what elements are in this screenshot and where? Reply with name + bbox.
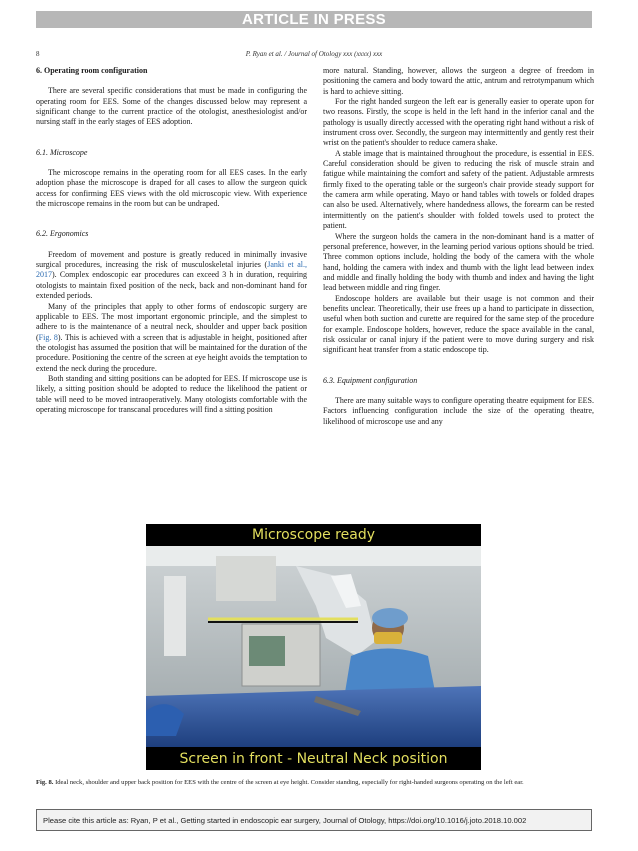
figure-caption: [36, 778, 602, 787]
ergonomics-paragraph-1: Freedom of movement and posture is greatly reduced in minimally invasive surgical procedures, increasing the risk of musculoskeletal injuries (Janki et al., 2017). Complex endoscopic ear procedures can exceed 3 h in duration, requiring otologists to maintain fixed position of the neck, back and non-dominant hand for extended periods.: [36, 249, 307, 301]
figure-caption-text: Ideal neck, shoulder and upper back position for EES with the centre of the screen at eye height. Consider standing, especially for right-handed surgeons operating on the left ear.: [55, 779, 524, 786]
ergonomics-paragraph-2: Many of the principles that apply to other forms of endoscopic surgery are applicable to EES. The most important ergonomic principle, and the simplest to adhere to is the maintenance of a neutral neck, shoulder and upper back position (Fig. 8). This is achieved with a screen that is adjustable in height, positioned after the otologist has assumed the position that will be maintained for the duration of the procedure. Positioning the centre of the screen at eye height avoids the temptation to extend the neck during the procedure.: [36, 301, 307, 373]
cart-panel: [249, 636, 285, 666]
right-column: [323, 66, 594, 427]
section-title: 6. Operating room configuration: [36, 66, 148, 75]
figure-caption-label: Fig. 8.: [36, 779, 54, 786]
citation-link-janki[interactable]: Janki et al., 2017: [36, 260, 307, 280]
figure-8-photo: [146, 524, 481, 770]
equipment-paragraph: There are many suitable ways to configure operating theatre equipment for EES. Factors influencing configuration include the size of the operating theatre, likelihood of microscope use and any: [323, 395, 594, 426]
left-column: [36, 66, 307, 415]
ergonomics-paragraph-3-continued: more natural. Standing, however, allows the surgeon a degree of freedom in positioning the camera and body toward the attic, antrum and retrotympanum which is hard to achieve sitting.: [323, 66, 594, 96]
surgical-mask: [374, 632, 402, 644]
equipment-boom: [216, 556, 276, 601]
figure-top-overlay-text: Microscope ready: [252, 527, 375, 543]
ergonomics-paragraph-3: Both standing and sitting positions can be adopted for EES. If microscope use is likely, a sitting position should be adopted to reduce the likelihood the patient or table will need to be moved intraoperatively. Many otologists comfortable with the operating microscope for transcanal procedures will find a sitting position: [36, 373, 307, 414]
figure-8-link[interactable]: Fig. 8: [38, 332, 58, 342]
ergonomics-paragraph-4: For the right handed surgeon the left ear is generally easier to operate upon for two reasons. Firstly, the scope is held in the left hand in the inferior canal and the pathology is usually directly accessed with the operating right hand without a risk of instrument cross over. Secondly, the surgeon may intermittently and gently rest their wrist on the patient's shoulder to reduce camera shake.: [323, 97, 594, 148]
page-number: 8: [36, 50, 40, 58]
ergonomics-paragraph-7: Endoscope holders are available but their usage is not common and their benefits unclear. Theoretically, their use frees up a hand to participate in dissection, useful when both suction and curette are required for the same step of the procedure for example. Endoscope holders, however, reduce the space available in the canal, risk ossicular or canal injury if the patient were to move during surgery and risk significant heat transfer from a static endoscope tip.: [323, 293, 594, 355]
surgical-cap: [372, 608, 408, 628]
door-frame: [164, 576, 186, 656]
citation-box: Please cite this article as: Ryan, P et al., Getting started in endoscopic ear surgery, Journal of Otology, https://doi.org/10.1016/j.joto.2018.10.002: [36, 809, 592, 831]
figure-bottom-overlay-text: Screen in front - Neutral Neck position: [179, 751, 448, 767]
article-in-press-banner: ARTICLE IN PRESS: [36, 11, 592, 28]
operating-room-photo: [146, 546, 481, 747]
ergonomics-heading: 6.2. Ergonomics: [36, 229, 89, 239]
microscope-heading: 6.1. Microscope: [36, 147, 88, 157]
surgical-drape: [146, 686, 481, 747]
running-header: [36, 48, 592, 60]
microscope-paragraph: The microscope remains in the operating room for all EES cases. In the early adoption phase the microscope is draped for all cases to allow the surgeon quick access for confirming EES views with the old microscopic view. With experience the microscope remains in the room but can be undraped.: [36, 168, 307, 209]
equipment-heading: 6.3. Equipment configuration: [323, 375, 418, 385]
journal-line: P. Ryan et al. / Journal of Otology xxx (xxxx) xxx: [245, 50, 383, 58]
ergonomics-paragraph-6: Where the surgeon holds the camera in the non-dominant hand is a matter of personal preference, however, in the learning period various options should be tried. Three common options include, holding the body of the camera with the whole hand, holding the camera with index and thumb with the light lead between index and middle and finally holding the body with thumb and index and having the light lead between middle and ring finger.: [323, 231, 594, 293]
ergonomics-paragraph-5: A stable image that is maintained throughout the procedure, is essential in EES. Careful consideration should be given to reducing the risk of muscle strain and fatigue while maintaining the comfort and safety of the patient. Adjustable armrests firmly fixed to the operating table or the surgeon's chair provide steady support for the camera arm while operating. Mayo or hand tables with towels or folded drapes can also be used. Alternatively, where handedness allows, the forearm can be rested intermittently on the patient's shoulder with folded towels used to protect the patient.: [323, 148, 594, 231]
section-intro: There are several specific considerations that must be made in configuring the operating room for EES. Some of the changes discussed below may represent a significant change to the current practice of the otologist, anesthesiologist and/or nursing staff in the early stages of EES adoption.: [36, 86, 307, 127]
ceiling: [146, 546, 481, 566]
